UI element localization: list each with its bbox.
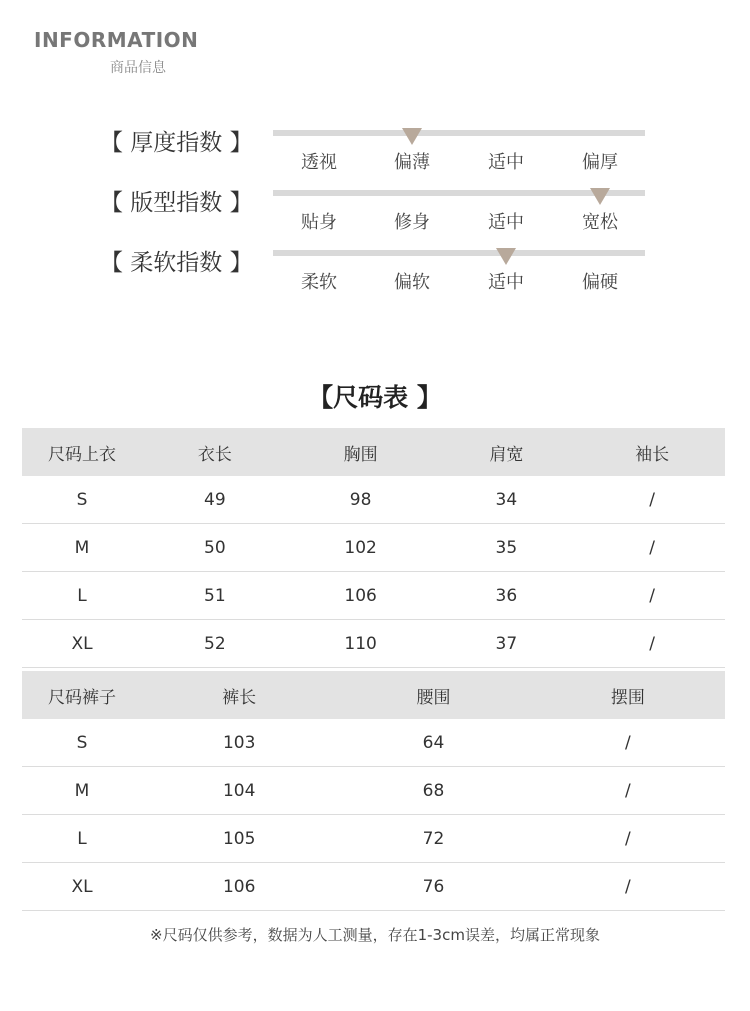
table-row bbox=[22, 620, 725, 668]
index-option: 修身 bbox=[394, 212, 430, 233]
index-label: 【 版型指数 】 bbox=[100, 190, 253, 216]
index-row bbox=[0, 244, 750, 304]
table-cell: / bbox=[579, 524, 725, 572]
table-cell: / bbox=[579, 572, 725, 620]
table-cell: 110 bbox=[288, 620, 434, 668]
column-header: 衣长 bbox=[142, 428, 288, 476]
table-cell: 106 bbox=[142, 863, 336, 911]
pants-size-table bbox=[22, 671, 725, 911]
index-label: 【 柔软指数 】 bbox=[100, 250, 253, 276]
table-cell: L bbox=[22, 815, 142, 863]
table-cell: M bbox=[22, 524, 142, 572]
column-header: 腰围 bbox=[336, 671, 530, 719]
table-row bbox=[22, 767, 725, 815]
index-option: 适中 bbox=[488, 212, 524, 233]
table-cell: / bbox=[531, 863, 725, 911]
table-cell: XL bbox=[22, 863, 142, 911]
index-option: 宽松 bbox=[582, 212, 618, 233]
table-cell: 105 bbox=[142, 815, 336, 863]
index-scale-bar bbox=[273, 130, 645, 136]
index-option: 透视 bbox=[301, 152, 337, 173]
table-row bbox=[22, 863, 725, 911]
table-cell: / bbox=[531, 815, 725, 863]
index-option: 适中 bbox=[488, 152, 524, 173]
tops-size-table bbox=[22, 428, 725, 668]
table-cell: M bbox=[22, 767, 142, 815]
column-header: 尺码裤子 bbox=[22, 671, 142, 719]
size-note: ※尺码仅供参考，数据为人工测量，存在1-3cm误差，均属正常现象 bbox=[150, 926, 600, 944]
table-cell: S bbox=[22, 476, 142, 524]
column-header: 尺码上衣 bbox=[22, 428, 142, 476]
table-cell: 104 bbox=[142, 767, 336, 815]
table-cell: XL bbox=[22, 620, 142, 668]
column-header: 胸围 bbox=[288, 428, 434, 476]
size-chart-title: 【尺码表 】 bbox=[308, 383, 442, 412]
column-header: 摆围 bbox=[531, 671, 725, 719]
index-option: 偏硬 bbox=[582, 272, 618, 293]
index-option: 柔软 bbox=[301, 272, 337, 293]
table-cell: 106 bbox=[288, 572, 434, 620]
index-scale-bar bbox=[273, 250, 645, 256]
info-title: INFORMATION bbox=[34, 28, 199, 52]
index-marker-icon bbox=[402, 128, 422, 145]
table-cell: 34 bbox=[434, 476, 580, 524]
table-header-row bbox=[22, 671, 725, 719]
table-header-row bbox=[22, 428, 725, 476]
index-option: 适中 bbox=[488, 272, 524, 293]
index-scale-bar bbox=[273, 190, 645, 196]
index-marker-icon bbox=[590, 188, 610, 205]
index-label: 【 厚度指数 】 bbox=[100, 130, 253, 156]
table-cell: / bbox=[531, 719, 725, 767]
table-cell: 35 bbox=[434, 524, 580, 572]
table-cell: 36 bbox=[434, 572, 580, 620]
index-option: 贴身 bbox=[301, 212, 337, 233]
table-cell: 50 bbox=[142, 524, 288, 572]
table-row bbox=[22, 719, 725, 767]
table-cell: 52 bbox=[142, 620, 288, 668]
column-header: 袖长 bbox=[579, 428, 725, 476]
table-cell: 51 bbox=[142, 572, 288, 620]
table-cell: 49 bbox=[142, 476, 288, 524]
table-row bbox=[22, 572, 725, 620]
table-row bbox=[22, 476, 725, 524]
table-cell: / bbox=[579, 476, 725, 524]
index-option: 偏薄 bbox=[394, 152, 430, 173]
table-cell: / bbox=[531, 767, 725, 815]
table-cell: 37 bbox=[434, 620, 580, 668]
column-header: 肩宽 bbox=[434, 428, 580, 476]
table-cell: 98 bbox=[288, 476, 434, 524]
table-cell: L bbox=[22, 572, 142, 620]
table-cell: S bbox=[22, 719, 142, 767]
table-cell: 64 bbox=[336, 719, 530, 767]
table-cell: 72 bbox=[336, 815, 530, 863]
table-cell: 76 bbox=[336, 863, 530, 911]
index-marker-icon bbox=[496, 248, 516, 265]
table-cell: 102 bbox=[288, 524, 434, 572]
index-option: 偏软 bbox=[394, 272, 430, 293]
table-cell: 103 bbox=[142, 719, 336, 767]
index-row bbox=[0, 124, 750, 184]
index-row bbox=[0, 184, 750, 244]
column-header: 裤长 bbox=[142, 671, 336, 719]
table-cell: / bbox=[579, 620, 725, 668]
info-subtitle: 商品信息 bbox=[110, 60, 166, 76]
index-option: 偏厚 bbox=[582, 152, 618, 173]
table-row bbox=[22, 815, 725, 863]
table-cell: 68 bbox=[336, 767, 530, 815]
table-row bbox=[22, 524, 725, 572]
